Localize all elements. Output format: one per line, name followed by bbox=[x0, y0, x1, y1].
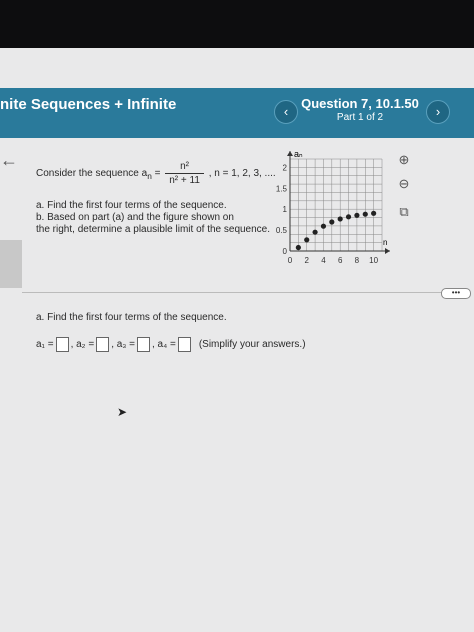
a4-input[interactable] bbox=[178, 337, 191, 352]
a3-label: , a₃ = bbox=[111, 339, 135, 350]
simplify-hint: (Simplify your answers.) bbox=[198, 339, 306, 350]
a3-input[interactable] bbox=[137, 337, 150, 352]
top-dark-band bbox=[0, 0, 474, 48]
section-divider bbox=[22, 292, 442, 293]
assignment-title: nite Sequences + Infinite bbox=[0, 96, 177, 113]
data-point bbox=[371, 211, 376, 216]
previous-question-button[interactable]: ‹ bbox=[274, 100, 298, 124]
data-point bbox=[312, 230, 317, 235]
y-tick-label: 0.5 bbox=[275, 226, 287, 236]
part-a-text: a. Find the first four terms of the sequence. bbox=[36, 200, 227, 211]
a2-label: , a₂ = bbox=[70, 339, 95, 350]
popout-icon[interactable]: ⧉ bbox=[399, 204, 409, 219]
y-axis-label: aₙ bbox=[294, 149, 303, 159]
zoom-out-icon[interactable]: ⊖ bbox=[398, 176, 410, 191]
answer-instruction: a. Find the first four terms of the sequence. bbox=[36, 312, 227, 323]
zoom-in-icon[interactable]: ⊕ bbox=[398, 152, 410, 167]
x-axis-label: n bbox=[383, 238, 388, 247]
next-question-button[interactable]: › bbox=[426, 100, 450, 124]
part-b-text-line2: the right, determine a plausible limit of the sequence. bbox=[36, 224, 271, 235]
sequence-scatter-plot bbox=[270, 143, 398, 273]
a2-input[interactable] bbox=[96, 337, 109, 352]
data-point bbox=[338, 216, 343, 221]
data-point bbox=[329, 219, 334, 224]
y-tick-label: 0 bbox=[282, 247, 287, 256]
y-tick-label: 1.5 bbox=[275, 184, 287, 194]
data-point bbox=[354, 213, 359, 218]
chart-grid bbox=[290, 159, 382, 251]
back-arrow-icon[interactable]: ← bbox=[0, 150, 18, 170]
equals-sign: = bbox=[151, 168, 164, 180]
data-point bbox=[304, 237, 309, 242]
mouse-cursor-icon: ➤ bbox=[117, 405, 128, 419]
data-point bbox=[321, 224, 326, 229]
fraction-numerator: n² bbox=[165, 160, 204, 174]
x-axis-arrow-icon bbox=[385, 248, 390, 254]
part-b-text-line1: b. Based on part (a) and the figure shown on bbox=[36, 212, 234, 223]
subscript-n: n bbox=[147, 171, 152, 182]
chart-points bbox=[296, 211, 376, 250]
a1-input[interactable] bbox=[56, 337, 69, 352]
fraction-denominator: n² + 11 bbox=[169, 175, 200, 186]
chart-axes bbox=[287, 151, 390, 254]
sequence-fraction bbox=[165, 160, 204, 187]
x-tick-label: 4 bbox=[321, 256, 326, 265]
question-number: Question 7, 10.1.50 bbox=[301, 96, 419, 111]
sequence-intro: Consider the sequence a bbox=[36, 168, 148, 180]
question-header bbox=[0, 88, 474, 138]
left-scroll-tab[interactable] bbox=[0, 240, 22, 288]
x-tick-label: 2 bbox=[304, 256, 309, 265]
y-tick-label: 2 bbox=[282, 163, 287, 173]
index-range: , n = 1, 2, 3, .... bbox=[208, 168, 276, 180]
question-part: Part 1 of 2 bbox=[336, 112, 384, 123]
x-tick-label: 10 bbox=[369, 256, 379, 265]
more-options-button[interactable]: ••• bbox=[441, 288, 471, 299]
question-parts bbox=[36, 200, 276, 236]
a1-label: a₁ = bbox=[36, 339, 54, 350]
y-axis-arrow-icon bbox=[287, 151, 293, 156]
a4-label: , a₄ = bbox=[152, 339, 176, 350]
x-tick-label: 6 bbox=[337, 256, 343, 265]
data-point bbox=[363, 212, 368, 217]
answer-row bbox=[36, 337, 306, 352]
sequence-definition bbox=[36, 160, 276, 187]
x-tick-label: 0 bbox=[287, 256, 293, 265]
x-tick-label: 8 bbox=[354, 256, 360, 265]
y-tick-label: 1 bbox=[282, 205, 287, 215]
data-point bbox=[296, 245, 301, 250]
data-point bbox=[346, 214, 351, 219]
